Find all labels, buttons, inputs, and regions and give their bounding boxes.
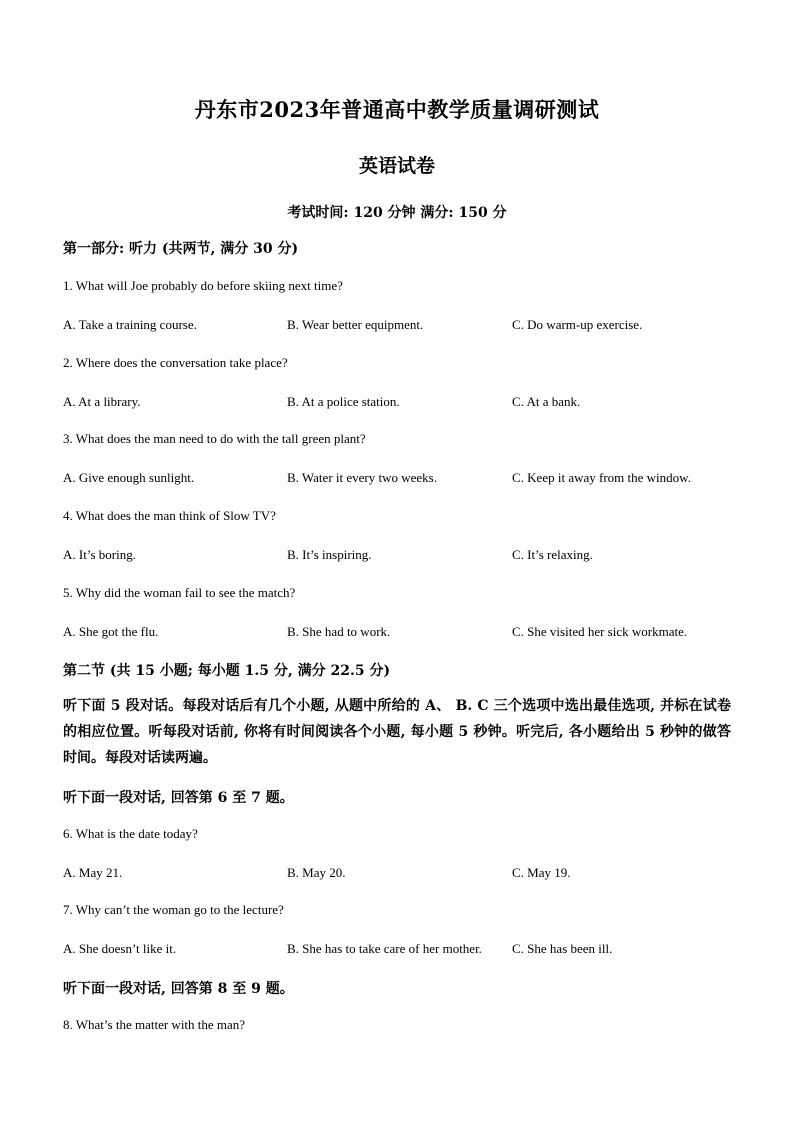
exam-subtitle: 英语试卷	[358, 155, 435, 177]
option-b: B. It’s inspiring.	[287, 547, 372, 562]
part1-heading: 第一部分: 听力 (共两节, 满分 30 分)	[63, 241, 299, 257]
dialog-instruction: 听下面一段对话, 回答第 6 至 7 题。	[63, 790, 294, 806]
option-a: A. At a library.	[63, 394, 141, 409]
option-a: A. Take a training course.	[63, 317, 197, 332]
option-c: C. She visited her sick workmate.	[512, 624, 688, 639]
dialog-instruction: 听下面一段对话, 回答第 8 至 9 题。	[63, 981, 294, 997]
option-c: C. Keep it away from the window.	[512, 470, 691, 485]
option-c: C. May 19.	[512, 865, 571, 880]
option-b: B. She has to take care of her mother.	[287, 941, 482, 956]
question-text: 8. What’s the matter with the man?	[63, 1017, 246, 1032]
exam-info: 考试时间: 120 分钟 满分: 150 分	[287, 205, 507, 221]
option-a: A. She doesn’t like it.	[63, 941, 177, 956]
option-b: B. At a police station.	[287, 394, 400, 409]
question-text: 3. What does the man need to do with the tall green plant?	[63, 431, 366, 446]
question-text: 7. Why can’t the woman go to the lecture?	[63, 902, 284, 917]
option-c: C. At a bank.	[512, 394, 581, 409]
question-text: 6. What is the date today?	[63, 826, 198, 841]
option-b: B. Wear better equipment.	[287, 317, 424, 332]
option-c: C. It’s relaxing.	[512, 547, 593, 562]
option-a: A. May 21.	[63, 865, 123, 880]
option-a: A. She got the flu.	[63, 624, 159, 639]
section2-heading: 第二节 (共 15 小题; 每小题 1.5 分, 满分 22.5 分)	[63, 663, 391, 679]
option-a: A. Give enough sunlight.	[63, 470, 195, 485]
option-b: B. Water it every two weeks.	[287, 470, 437, 485]
question-text: 1. What will Joe probably do before skiing next time?	[63, 278, 343, 293]
option-c: C. She has been ill.	[512, 941, 613, 956]
question-text: 2. Where does the conversation take place?	[63, 355, 288, 370]
option-b: B. May 20.	[287, 865, 346, 880]
question-text: 4. What does the man think of Slow TV?	[63, 508, 276, 523]
option-a: A. It’s boring.	[63, 547, 136, 562]
option-c: C. Do warm-up exercise.	[512, 317, 643, 332]
option-b: B. She had to work.	[287, 624, 391, 639]
question-text: 5. Why did the woman fail to see the match?	[63, 585, 296, 600]
exam-title: 丹东市2023年普通高中教学质量调研测试	[194, 97, 600, 122]
section2-instruction: 听下面 5 段对话。每段对话后有几个小题, 从题中所给的 A、 B. C 三个选项中选出最佳选项, 并标在试卷的相应位置。听每段对话前, 你将有时间阅读各个小题, 每小题 5 秒钟。听完后, 各小题给出 5 秒钟的做答时间。每段对话读两遍。	[63, 698, 731, 766]
